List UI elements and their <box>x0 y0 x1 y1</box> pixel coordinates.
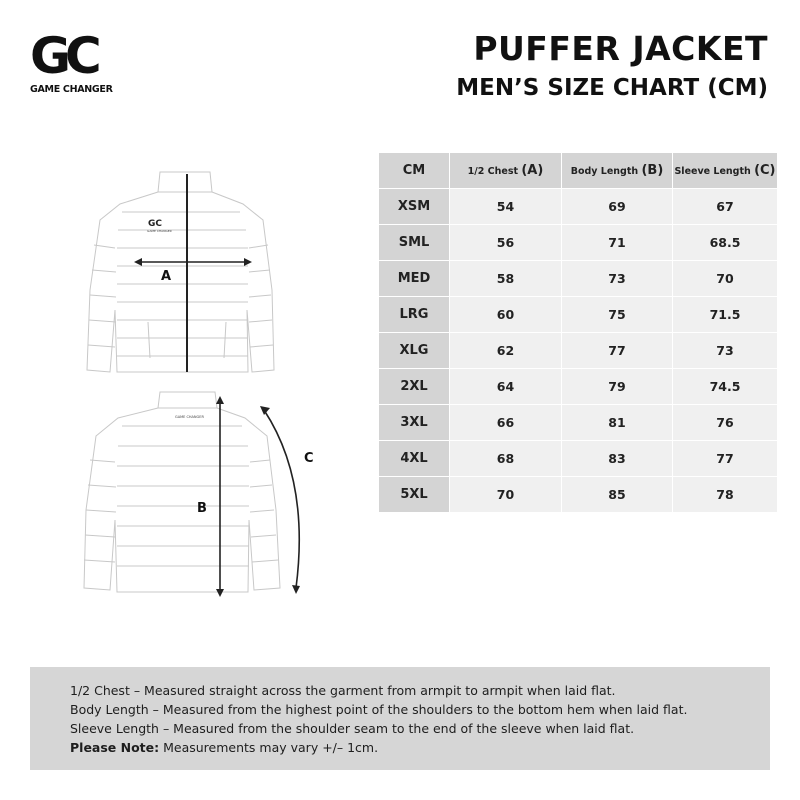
chest-value: 70 <box>450 477 561 512</box>
back-logo-text: GAME CHANGER <box>175 415 204 419</box>
chest-value: 56 <box>450 225 561 260</box>
label-a: A <box>161 269 172 284</box>
front-logo-text: GAME CHANGER <box>147 229 172 233</box>
table-row <box>379 225 777 260</box>
col-header-chest <box>450 153 561 188</box>
body-length-value: 85 <box>562 477 672 512</box>
note-chest: 1/2 Chest – Measured straight across the garment from armpit to armpit when laid flat. <box>70 683 616 698</box>
col-header-body-label: Body Length <box>570 166 639 177</box>
sleeve-length-value: 67 <box>673 189 777 224</box>
size-cell: XLG <box>379 333 449 368</box>
col-header-unit: CM <box>379 153 449 188</box>
table-row <box>379 405 777 440</box>
body-length-value: 69 <box>562 189 672 224</box>
sleeve-length-value: 73 <box>673 333 777 368</box>
size-cell: SML <box>379 225 449 260</box>
size-cell: 5XL <box>379 477 449 512</box>
note-body-length: Body Length – Measured from the highest point of the shoulders to the bottom hem when laid flat. <box>70 702 688 717</box>
table-header-row <box>379 153 777 188</box>
page-subtitle: MEN’S SIZE CHART (CM) <box>456 75 768 101</box>
chest-value: 58 <box>450 261 561 296</box>
col-header-body-key: (B) <box>641 163 664 178</box>
size-cell: XSM <box>379 189 449 224</box>
body-length-value: 77 <box>562 333 672 368</box>
label-b: B <box>197 501 207 516</box>
table-row <box>379 189 777 224</box>
chest-value: 60 <box>450 297 561 332</box>
brand-logo-name: GAME CHANGER <box>30 84 113 95</box>
note-please-label: Please Note: <box>70 740 160 755</box>
chest-value: 66 <box>450 405 561 440</box>
sleeve-length-value: 78 <box>673 477 777 512</box>
size-cell: 2XL <box>379 369 449 404</box>
size-cell: LRG <box>379 297 449 332</box>
chest-measure-arrow <box>134 258 252 266</box>
back-jacket <box>84 392 280 592</box>
brand-logo <box>30 27 130 95</box>
chest-value: 64 <box>450 369 561 404</box>
note-please <box>70 738 770 757</box>
front-jacket <box>87 172 274 372</box>
note-sleeve-length: Sleeve Length – Measured from the shoulder seam to the end of the sleeve when laid flat. <box>70 721 635 736</box>
col-header-chest-label: 1/2 Chest <box>467 166 519 177</box>
table-row <box>379 477 777 512</box>
sleeve-length-value: 77 <box>673 441 777 476</box>
body-length-value: 73 <box>562 261 672 296</box>
measurement-notes <box>30 667 770 770</box>
sleeve-length-value: 74.5 <box>673 369 777 404</box>
sleeve-length-value: 68.5 <box>673 225 777 260</box>
table-row <box>379 333 777 368</box>
table-row <box>379 297 777 332</box>
body-length-value: 81 <box>562 405 672 440</box>
sleeve-length-value: 71.5 <box>673 297 777 332</box>
size-chart-table <box>378 152 778 513</box>
chest-value: 62 <box>450 333 561 368</box>
sleeve-length-arrow <box>260 406 300 594</box>
body-length-value: 83 <box>562 441 672 476</box>
sleeve-length-value: 70 <box>673 261 777 296</box>
size-cell: 3XL <box>379 405 449 440</box>
col-header-chest-key: (A) <box>521 163 544 178</box>
table-row <box>379 261 777 296</box>
col-header-sleeve-label: Sleeve Length <box>674 166 751 177</box>
jacket-illustration <box>60 160 350 610</box>
chest-value: 68 <box>450 441 561 476</box>
body-length-value: 79 <box>562 369 672 404</box>
size-cell: MED <box>379 261 449 296</box>
table-row <box>379 369 777 404</box>
body-length-value: 75 <box>562 297 672 332</box>
col-header-body <box>562 153 672 188</box>
front-logo-mark: GC <box>148 219 162 229</box>
chest-value: 54 <box>450 189 561 224</box>
label-c: C <box>304 451 314 466</box>
brand-logo-mark: GC <box>30 27 96 85</box>
note-please-text: Measurements may vary +/– 1cm. <box>159 740 379 755</box>
body-length-value: 71 <box>562 225 672 260</box>
sleeve-length-value: 76 <box>673 405 777 440</box>
jacket-diagram <box>60 160 350 610</box>
page-title: PUFFER JACKET <box>473 29 768 68</box>
col-header-sleeve-key: (C) <box>754 163 776 178</box>
col-header-sleeve <box>673 153 777 188</box>
size-cell: 4XL <box>379 441 449 476</box>
table-row <box>379 441 777 476</box>
